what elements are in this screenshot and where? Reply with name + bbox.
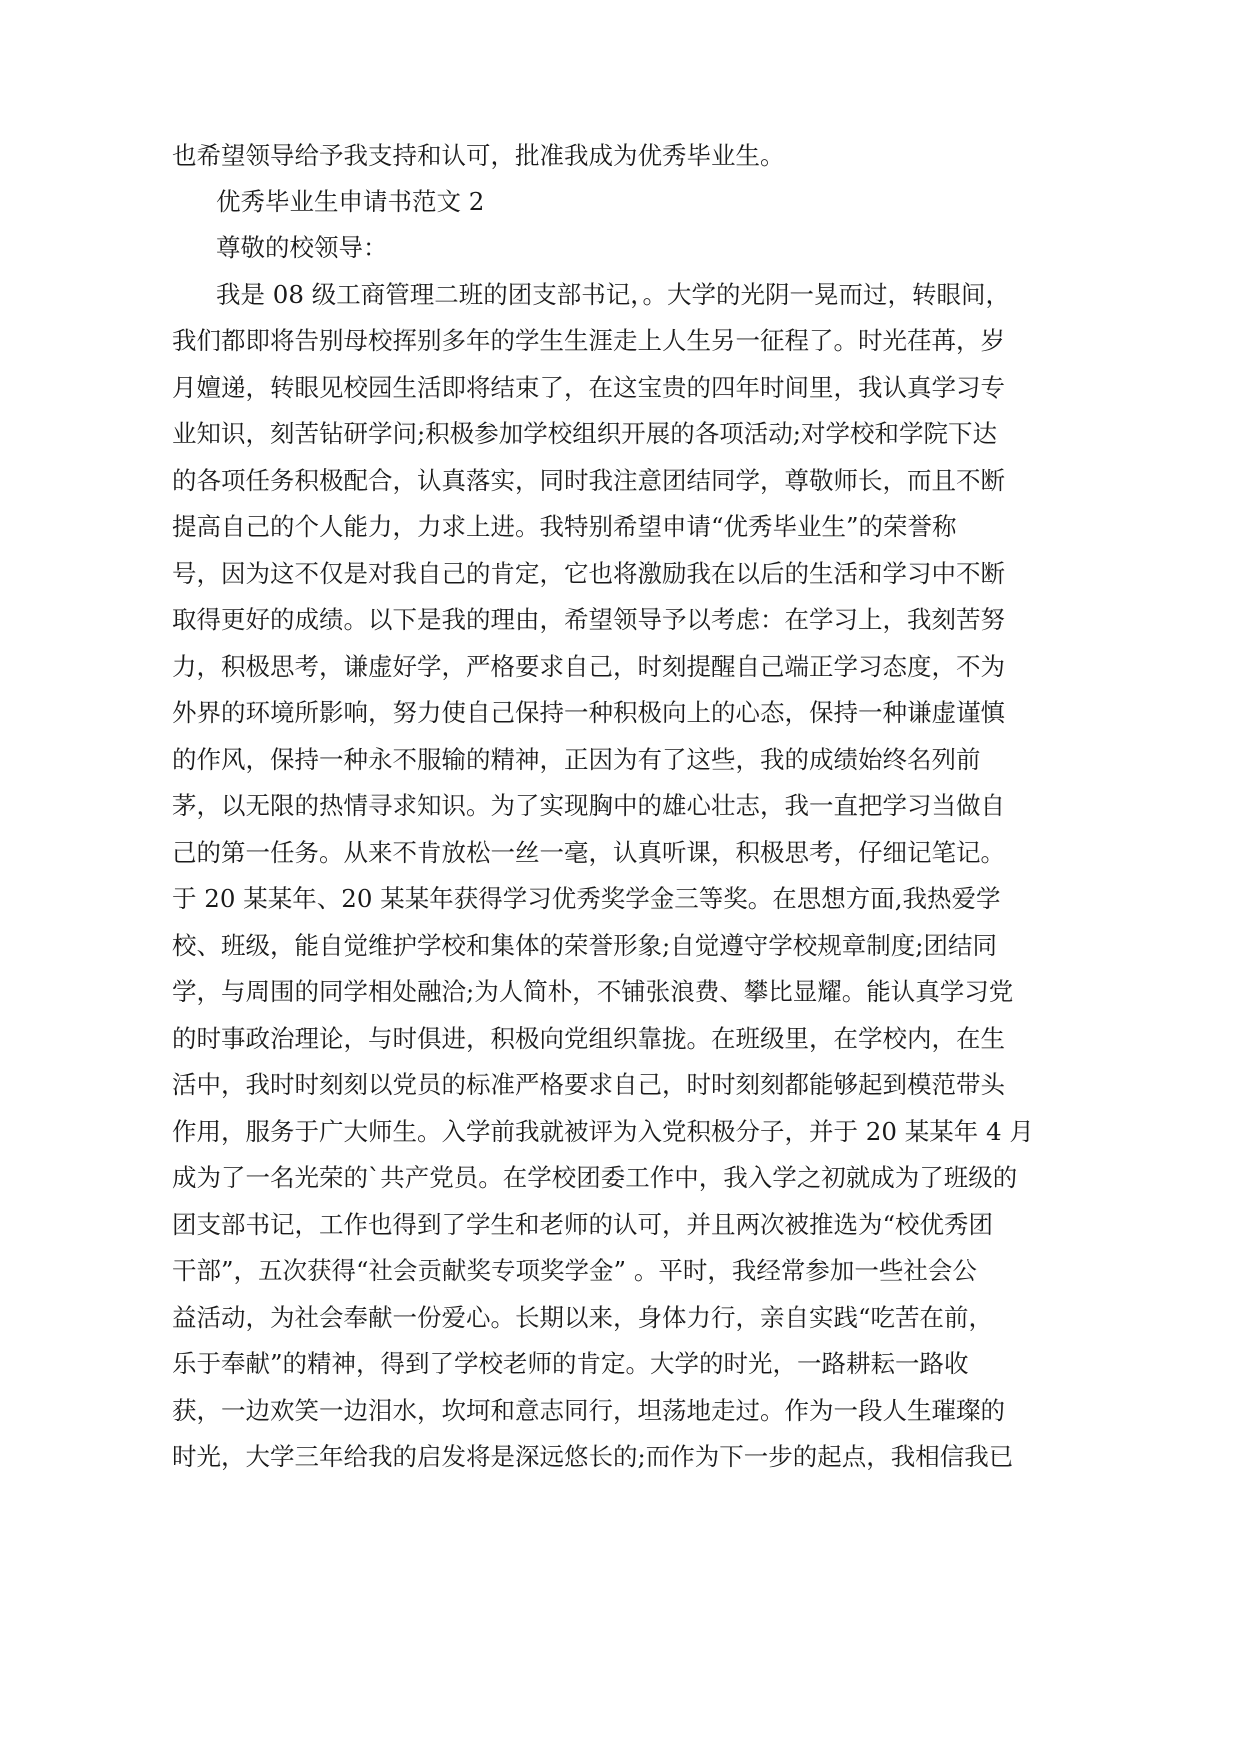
paragraph-line: 月嬗递，转眼见校园生活即将结束了，在这宝贵的四年时间里，我认真学习专: [172, 373, 1005, 402]
paragraph-line: 己的第一任务。从来不肯放松一丝一毫，认真听课，积极思考，仔细记笔记。: [172, 838, 1005, 867]
paragraph-line: 提高自己的个人能力，力求上进。我特别希望申请“优秀毕业生”的荣誉称: [172, 512, 957, 541]
paragraph-line: 的作风，保持一种永不服输的精神，正因为有了这些，我的成绩始终名列前: [172, 745, 981, 774]
paragraph-line: 号，因为这不仅是对我自己的肯定，它也将激励我在以后的生活和学习中不断: [172, 559, 1005, 588]
paragraph-line: 于 20 某某年、20 某某年获得学习优秀奖学金三等奖。在思想方面,我热爱学: [172, 884, 1001, 913]
paragraph-line: 活中，我时时刻刻以党员的标准严格要求自己，时时刻刻都能够起到模范带头: [172, 1070, 1005, 1099]
paragraph-line: 团支部书记，工作也得到了学生和老师的认可，并且两次被推选为“校优秀团: [172, 1210, 994, 1239]
paragraph-line: 茅，以无限的热情寻求知识。为了实现胸中的雄心壮志，我一直把学习当做自: [172, 791, 1005, 820]
paragraph-line: 的时事政治理论，与时俱进，积极向党组织靠拢。在班级里，在学校内，在生: [172, 1024, 1005, 1053]
paragraph-line: 成为了一名光荣的`共产党员。在学校团委工作中，我入学之初就成为了班级的: [172, 1163, 1018, 1192]
paragraph-line: 外界的环境所影响，努力使自己保持一种积极向上的心态，保持一种谦虚谨慎: [172, 698, 1005, 727]
paragraph-line: 乐于奉献”的精神，得到了学校老师的肯定。大学的时光，一路耕耘一路收: [172, 1349, 969, 1378]
paragraph-line: 时光，大学三年给我的启发将是深远悠长的;而作为下一步的起点，我相信我已: [172, 1442, 1014, 1471]
paragraph-line: 业知识，刻苦钻研学问;积极参加学校组织开展的各项活动;对学校和学院下达: [172, 419, 998, 448]
paragraph-line: 学，与周围的同学相处融洽;为人简朴，不铺张浪费、攀比显耀。能认真学习党: [172, 977, 1014, 1006]
paragraph-line: 的各项任务积极配合，认真落实，同时我注意团结同学，尊敬师长，而且不断: [172, 466, 1005, 495]
paragraph-line: 校、班级，能自觉维护学校和集体的荣誉形象;自觉遵守学校规章制度;团结同: [172, 931, 998, 960]
paragraph-line: 我们都即将告别母校挥别多年的学生生涯走上人生另一征程了。时光荏苒，岁: [172, 326, 1005, 355]
paragraph-line: 获，一边欢笑一边泪水，坎坷和意志同行，坦荡地走过。作为一段人生璀璨的: [172, 1396, 1005, 1425]
paragraph-line: 作用，服务于广大师生。入学前我就被评为入党积极分子，并于 20 某某年 4 月: [172, 1117, 1034, 1146]
paragraph-line: 取得更好的成绩。以下是我的理由，希望领导予以考虑：在学习上，我刻苦努: [172, 605, 1005, 634]
salutation: 尊敬的校领导：: [216, 233, 388, 262]
paragraph-line: 干部”，五次获得“社会贡献奖专项奖学金” 。平时，我经常参加一些社会公: [172, 1256, 977, 1285]
paragraph-line: 力，积极思考，谦虚好学，严格要求自己，时刻提醒自己端正学习态度，不为: [172, 652, 1005, 681]
paragraph-line: 也希望领导给予我支持和认可，批准我成为优秀毕业生。: [172, 141, 785, 170]
paragraph-line: 我是 08 级工商管理二班的团支部书记，。大学的光阴一晃而过，转眼间，: [216, 280, 1010, 309]
section-heading: 优秀毕业生申请书范文 2: [216, 187, 485, 216]
paragraph-line: 益活动，为社会奉献一份爱心。长期以来，身体力行，亲自实践“吃苦在前，: [172, 1303, 994, 1332]
